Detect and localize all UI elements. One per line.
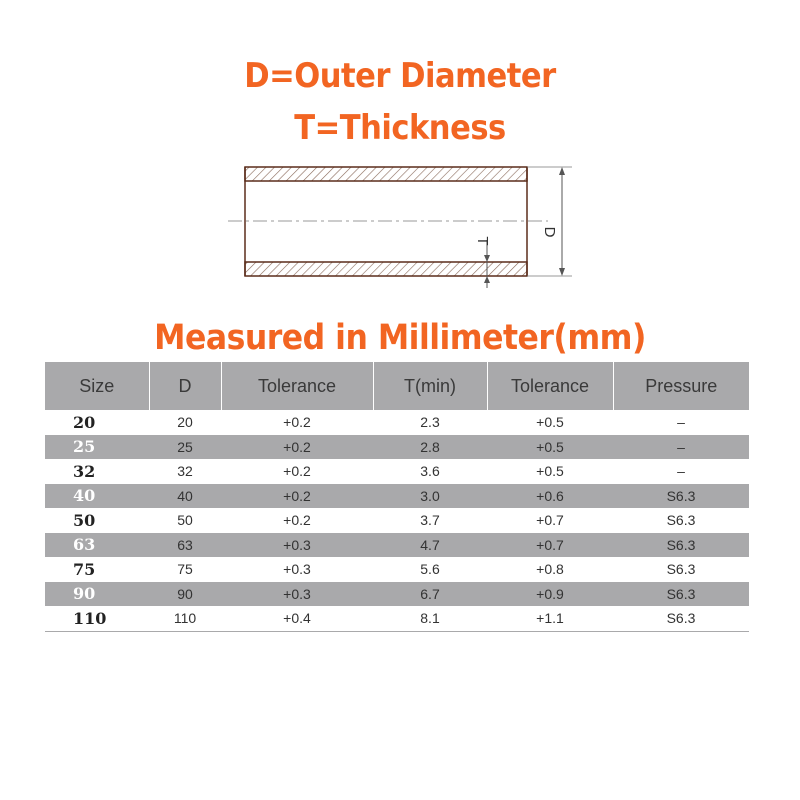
table-row — [45, 435, 749, 460]
label-d: D — [541, 226, 558, 238]
cell-size: 90 — [45, 582, 149, 607]
cell-d: 75 — [177, 561, 193, 578]
spec-table — [45, 362, 749, 632]
cell-t-min: 4.7 — [373, 533, 487, 558]
cell-t-min: 5.6 — [420, 561, 440, 578]
cell-d: 25 — [149, 435, 221, 460]
table-header-row — [45, 362, 749, 410]
cell-tolerance-d: +0.2 — [221, 435, 373, 460]
pipe-diagram — [0, 0, 800, 320]
table-row — [45, 582, 749, 607]
cell-pressure: S6.3 — [666, 512, 696, 529]
cell-tolerance-t: +0.5 — [487, 435, 613, 460]
cell-t-min: 2.3 — [420, 414, 440, 431]
cell-t-min: 3.0 — [373, 484, 487, 509]
cell-tolerance-d: +0.3 — [221, 533, 373, 558]
pipe-top-wall — [245, 167, 527, 181]
cell-tolerance-t: +0.8 — [536, 561, 564, 578]
cell-d: 90 — [149, 582, 221, 607]
cell-t-min: 3.7 — [420, 512, 440, 529]
cell-tolerance-t: +0.7 — [487, 533, 613, 558]
table-row — [45, 508, 749, 533]
cell-tolerance-d: +0.2 — [283, 414, 311, 431]
cell-tolerance-d: +0.3 — [221, 582, 373, 607]
label-t: T — [474, 236, 491, 246]
cell-tolerance-t: +0.7 — [536, 512, 564, 529]
cell-tolerance-d: +0.4 — [221, 606, 373, 631]
cell-size: 20 — [73, 412, 96, 432]
cell-tolerance-t: +0.5 — [536, 463, 564, 480]
cell-size: 32 — [73, 461, 96, 481]
cell-size: 110 — [45, 606, 149, 631]
cell-d: 110 — [149, 606, 221, 631]
cell-pressure: S6.3 — [613, 484, 749, 509]
header-t-min: T(min) — [373, 362, 487, 410]
cell-size: 63 — [45, 533, 149, 558]
cell-size: 40 — [45, 484, 149, 509]
title-thickness: T=Thickness — [294, 108, 506, 148]
cell-tolerance-d: +0.2 — [283, 463, 311, 480]
title-outer-diameter: D=Outer Diameter — [244, 56, 556, 96]
cell-tolerance-t: +0.5 — [536, 414, 564, 431]
cell-t-min: 2.8 — [373, 435, 487, 460]
cell-d: 20 — [177, 414, 193, 431]
cell-pressure: S6.3 — [613, 606, 749, 631]
cell-d: 32 — [177, 463, 193, 480]
cell-d: 40 — [149, 484, 221, 509]
cell-tolerance-t: +0.9 — [487, 582, 613, 607]
cell-t-min: 3.6 — [420, 463, 440, 480]
cell-size: 25 — [45, 435, 149, 460]
cell-d: 50 — [177, 512, 193, 529]
pipe-bottom-wall — [245, 262, 527, 276]
cell-tolerance-d: +0.2 — [221, 484, 373, 509]
cell-tolerance-t: +1.1 — [487, 606, 613, 631]
cell-pressure: – — [677, 463, 685, 480]
table-row — [45, 410, 749, 435]
table-row — [45, 533, 749, 558]
cell-pressure: S6.3 — [613, 533, 749, 558]
title-measured-in-mm: Measured in Millimeter(mm) — [154, 318, 646, 358]
cell-t-min: 8.1 — [373, 606, 487, 631]
table-row — [45, 606, 749, 631]
header-pressure: Pressure — [613, 362, 749, 410]
cell-d: 63 — [149, 533, 221, 558]
cell-size: 50 — [73, 510, 96, 530]
header-size: Size — [45, 362, 149, 410]
cell-pressure: – — [677, 414, 685, 431]
header-tolerance-t: Tolerance — [487, 362, 613, 410]
cell-tolerance-d: +0.3 — [283, 561, 311, 578]
cell-tolerance-t: +0.6 — [487, 484, 613, 509]
cell-pressure: S6.3 — [613, 582, 749, 607]
header-d: D — [149, 362, 221, 410]
cell-tolerance-d: +0.2 — [283, 512, 311, 529]
cell-pressure: – — [613, 435, 749, 460]
cell-size: 75 — [73, 559, 96, 579]
cell-t-min: 6.7 — [373, 582, 487, 607]
header-tolerance-d: Tolerance — [221, 362, 373, 410]
table-row — [45, 484, 749, 509]
cell-pressure: S6.3 — [666, 561, 696, 578]
table-row — [45, 557, 749, 582]
table-row — [45, 459, 749, 484]
